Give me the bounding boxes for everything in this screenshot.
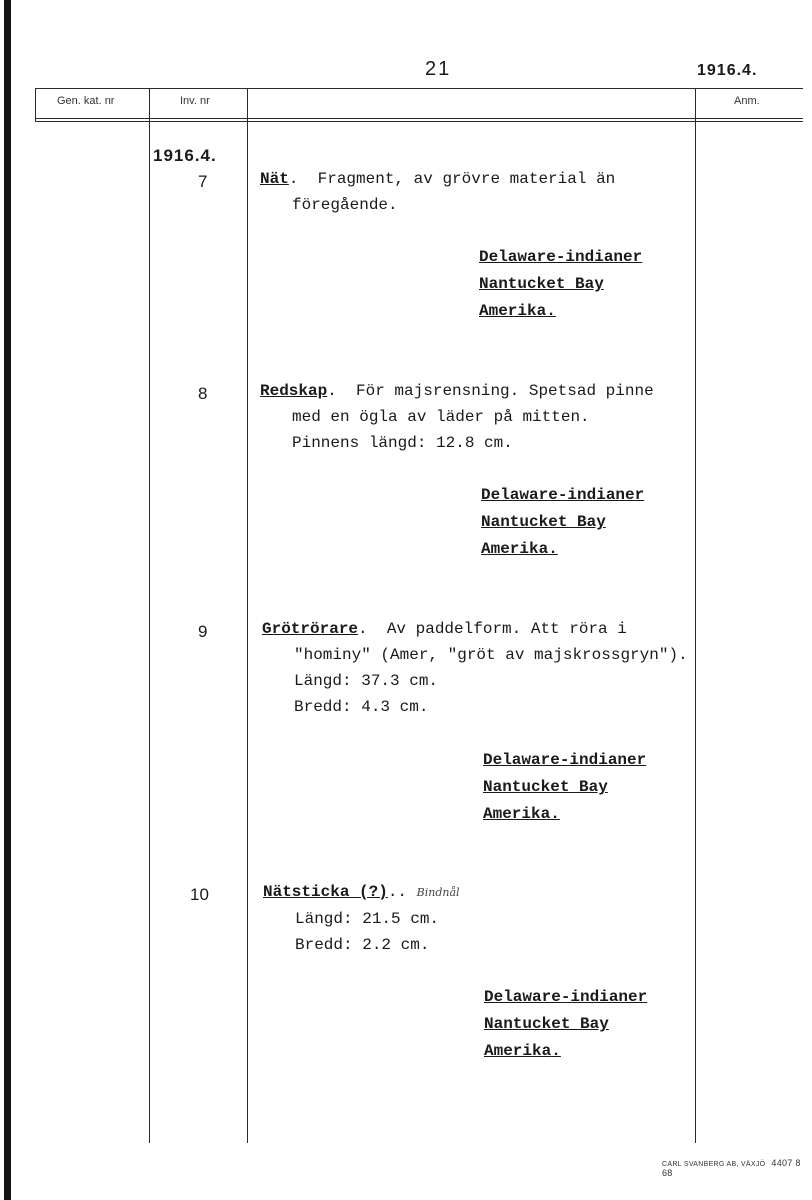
column-header-inv: Inv. nr bbox=[180, 95, 210, 107]
column-divider-inv-text bbox=[247, 88, 248, 1143]
entry-description bbox=[260, 166, 615, 218]
provenance-people: Delaware-indianer bbox=[479, 248, 643, 266]
provenance-block bbox=[483, 747, 646, 828]
printer-name: CARL SVANBERG AB, VÄXJÖ bbox=[662, 1161, 766, 1168]
entry-description bbox=[263, 879, 460, 958]
provenance-block bbox=[481, 482, 644, 563]
entry-description bbox=[262, 616, 688, 720]
entry-line-1: .. bbox=[387, 883, 408, 901]
entry-line: Bredd: 4.3 cm. bbox=[294, 698, 429, 716]
entry-line: Pinnens längd: 12.8 cm. bbox=[292, 434, 513, 452]
provenance-place: Nantucket Bay bbox=[483, 778, 608, 796]
header-bottom-rule bbox=[35, 118, 803, 119]
provenance-people: Delaware-indianer bbox=[481, 486, 645, 504]
page-number: 21 bbox=[425, 58, 452, 80]
entry-line: "hominy" (Amer, "gröt av majskrossgryn"). bbox=[294, 646, 688, 664]
provenance-block bbox=[479, 244, 642, 325]
inv-number: 7 bbox=[198, 172, 208, 191]
inv-number: 10 bbox=[190, 885, 209, 904]
entry-line: Bredd: 2.2 cm. bbox=[295, 936, 430, 954]
entry-title: Redskap bbox=[260, 382, 328, 400]
binder-edge bbox=[4, 0, 11, 1200]
header-top-rule bbox=[35, 88, 803, 89]
provenance-place: Nantucket Bay bbox=[481, 513, 606, 531]
entry-title: Grötrörare bbox=[262, 620, 359, 638]
inv-number: 8 bbox=[198, 384, 208, 403]
form-code: 4407 8 68 bbox=[662, 1158, 801, 1178]
entry-line: Längd: 37.3 cm. bbox=[294, 672, 439, 690]
entry-line-1: . För majsrensning. Spetsad pinne bbox=[327, 382, 654, 400]
header-year-code: 1916.4. bbox=[697, 62, 758, 79]
provenance-region: Amerika. bbox=[481, 540, 558, 558]
left-border bbox=[35, 88, 36, 121]
entry-line: föregående. bbox=[292, 196, 398, 214]
provenance-place: Nantucket Bay bbox=[484, 1015, 609, 1033]
inv-number: 9 bbox=[198, 622, 208, 641]
provenance-region: Amerika. bbox=[479, 302, 556, 320]
inventory-year: 1916.4. bbox=[153, 146, 217, 165]
column-header-gen-kat: Gen. kat. nr bbox=[57, 95, 115, 107]
provenance-place: Nantucket Bay bbox=[479, 275, 604, 293]
printer-imprint bbox=[662, 1158, 812, 1178]
entry-title: Nät bbox=[260, 170, 289, 188]
header-bottom-rule-2 bbox=[35, 121, 803, 122]
entry-line-1: . Fragment, av grövre material än bbox=[288, 170, 616, 188]
provenance-people: Delaware-indianer bbox=[483, 751, 647, 769]
entry-description bbox=[260, 378, 654, 456]
handwritten-note: Bindnål bbox=[416, 886, 460, 899]
entry-title: Nätsticka (?) bbox=[263, 883, 388, 901]
entry-line-1: . Av paddelform. Att röra i bbox=[358, 620, 627, 638]
column-header-anm: Anm. bbox=[734, 95, 760, 107]
provenance-people: Delaware-indianer bbox=[484, 988, 648, 1006]
column-divider-gen-inv bbox=[149, 88, 150, 1143]
provenance-block bbox=[484, 984, 647, 1065]
provenance-region: Amerika. bbox=[483, 805, 560, 823]
column-divider-text-anm bbox=[695, 88, 696, 1143]
entry-line: Längd: 21.5 cm. bbox=[295, 910, 440, 928]
entry-line: med en ögla av läder på mitten. bbox=[292, 408, 590, 426]
provenance-region: Amerika. bbox=[484, 1042, 561, 1060]
